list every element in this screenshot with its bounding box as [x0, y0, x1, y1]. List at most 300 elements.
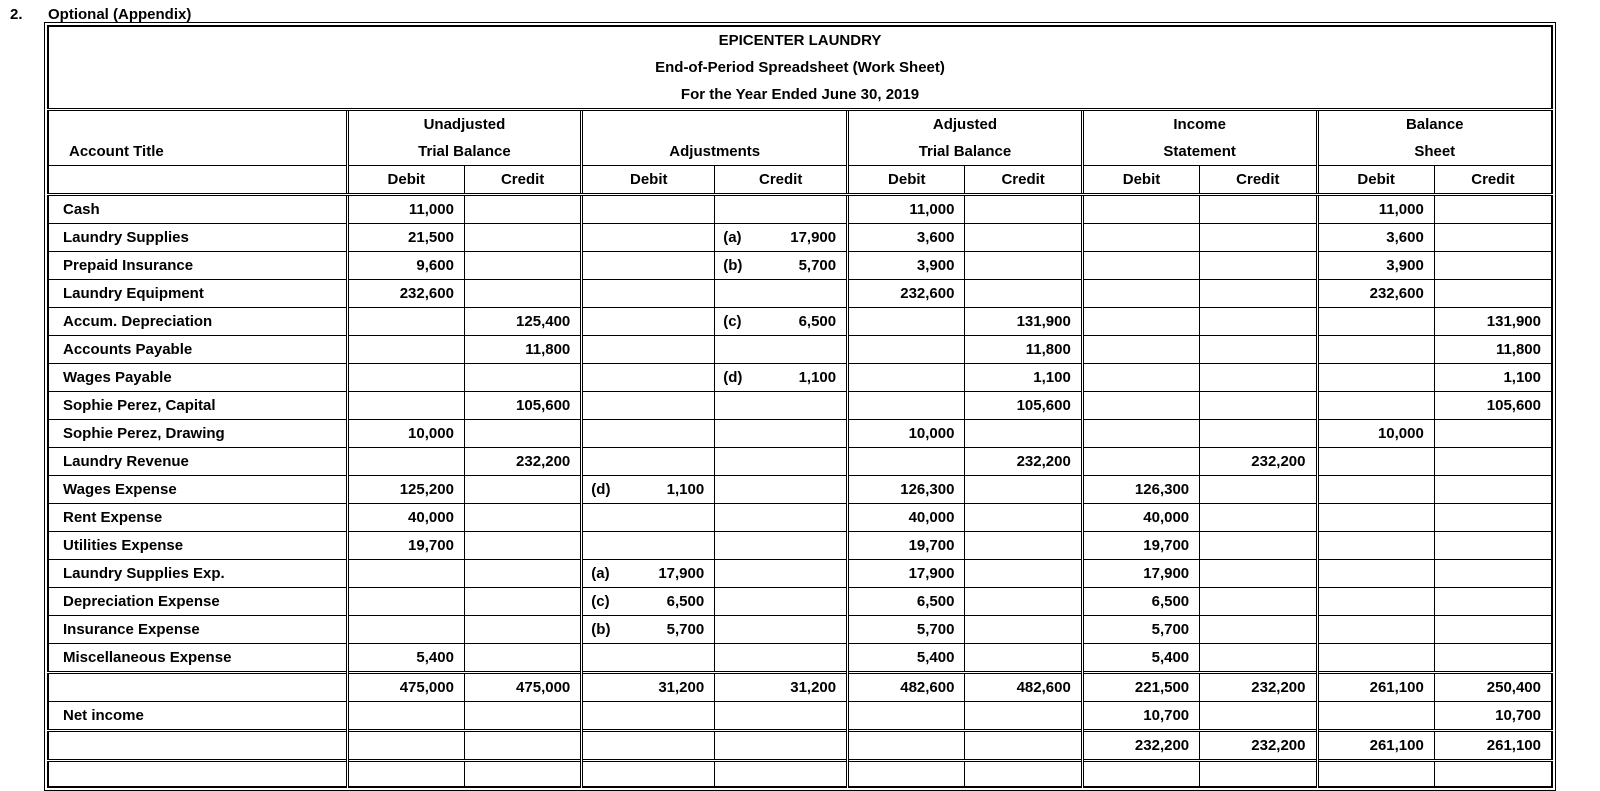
header-bs-debit: Debit	[1317, 166, 1434, 195]
row-9-adj-debit	[582, 448, 715, 476]
row-3-utb-debit: 232,600	[347, 280, 464, 308]
group-header-income-line1: Income	[1082, 110, 1317, 139]
worksheet-row	[48, 280, 1552, 308]
worksheet-row	[48, 448, 1552, 476]
row-4-adj-credit-value: 6,500	[798, 313, 837, 330]
grand-totals-utb-credit	[464, 731, 581, 761]
trailing-blank-bs-credit	[1434, 761, 1552, 787]
header-adj-credit: Credit	[715, 166, 848, 195]
row-2-is-credit	[1200, 252, 1317, 280]
worksheet-row	[48, 364, 1552, 392]
row-8-bs-credit	[1434, 420, 1552, 448]
row-10-atb-debit: 126,300	[848, 476, 965, 504]
row-6-is-debit	[1082, 364, 1199, 392]
header-utb-credit: Credit	[464, 166, 581, 195]
row-14-utb-debit	[347, 588, 464, 616]
row-4-is-credit	[1200, 308, 1317, 336]
totals-is-credit: 232,200	[1200, 673, 1317, 702]
row-3-is-debit	[1082, 280, 1199, 308]
row-4-adj-debit	[582, 308, 715, 336]
worksheet-row	[48, 560, 1552, 588]
grand-totals-adj-credit	[715, 731, 848, 761]
row-0-account-title: Cash	[48, 195, 347, 224]
group-header-adjusted-line2: Trial Balance	[848, 138, 1083, 166]
row-13-account-title: Laundry Supplies Exp.	[48, 560, 347, 588]
trailing-blank-label	[48, 761, 347, 787]
net-income-atb-debit	[848, 702, 965, 731]
row-12-adj-credit	[715, 532, 848, 560]
row-15-bs-credit	[1434, 616, 1552, 644]
row-3-utb-credit	[464, 280, 581, 308]
row-16-is-credit	[1200, 644, 1317, 673]
row-13-bs-debit	[1317, 560, 1434, 588]
row-16-atb-debit: 5,400	[848, 644, 965, 673]
net-income-utb-credit	[464, 702, 581, 731]
row-8-utb-debit: 10,000	[347, 420, 464, 448]
row-15-adj-debit-tag: (b)	[591, 621, 611, 638]
row-0-atb-credit	[965, 195, 1082, 224]
header-is-debit: Debit	[1082, 166, 1199, 195]
row-10-atb-credit	[965, 476, 1082, 504]
row-1-adj-credit	[715, 224, 848, 252]
item-number: 2.	[10, 6, 23, 23]
row-1-utb-debit: 21,500	[347, 224, 464, 252]
row-14-adj-debit-value: 6,500	[666, 593, 705, 610]
row-16-account-title: Miscellaneous Expense	[48, 644, 347, 673]
group-header-income-line2: Statement	[1082, 138, 1317, 166]
row-12-adj-debit	[582, 532, 715, 560]
row-7-atb-credit: 105,600	[965, 392, 1082, 420]
row-14-account-title: Depreciation Expense	[48, 588, 347, 616]
row-12-bs-credit	[1434, 532, 1552, 560]
row-5-account-title: Accounts Payable	[48, 336, 347, 364]
row-12-is-debit: 19,700	[1082, 532, 1199, 560]
worksheet-row	[48, 224, 1552, 252]
group-header-adjusted-line1: Adjusted	[848, 110, 1083, 139]
row-16-atb-credit	[965, 644, 1082, 673]
totals-is-debit: 221,500	[1082, 673, 1199, 702]
worksheet-title-row-company	[48, 26, 1552, 54]
row-0-utb-credit	[464, 195, 581, 224]
column-group-header-row-1	[48, 110, 1552, 139]
row-6-is-credit	[1200, 364, 1317, 392]
grand-totals-row	[48, 731, 1552, 761]
row-0-adj-credit	[715, 195, 848, 224]
row-11-utb-debit: 40,000	[347, 504, 464, 532]
row-15-atb-credit	[965, 616, 1082, 644]
worksheet-row	[48, 588, 1552, 616]
row-0-atb-debit: 11,000	[848, 195, 965, 224]
row-1-bs-debit: 3,600	[1317, 224, 1434, 252]
row-5-adj-credit	[715, 336, 848, 364]
row-6-bs-debit	[1317, 364, 1434, 392]
row-1-is-credit	[1200, 224, 1317, 252]
trailing-blank-is-debit	[1082, 761, 1199, 787]
row-4-is-debit	[1082, 308, 1199, 336]
row-14-adj-debit-tag: (c)	[591, 593, 610, 610]
row-11-bs-debit	[1317, 504, 1434, 532]
row-13-adj-debit	[582, 560, 715, 588]
row-3-bs-debit: 232,600	[1317, 280, 1434, 308]
row-16-bs-credit	[1434, 644, 1552, 673]
row-14-bs-credit	[1434, 588, 1552, 616]
debit-credit-header-row	[48, 166, 1552, 195]
grand-totals-utb-debit	[347, 731, 464, 761]
row-6-utb-debit	[347, 364, 464, 392]
row-7-utb-credit: 105,600	[464, 392, 581, 420]
row-14-is-debit: 6,500	[1082, 588, 1199, 616]
row-12-atb-debit: 19,700	[848, 532, 965, 560]
row-2-utb-debit: 9,600	[347, 252, 464, 280]
group-header-unadjusted-line2: Trial Balance	[347, 138, 582, 166]
row-8-is-debit	[1082, 420, 1199, 448]
row-4-utb-credit: 125,400	[464, 308, 581, 336]
header-atb-debit: Debit	[848, 166, 965, 195]
row-12-is-credit	[1200, 532, 1317, 560]
row-0-is-debit	[1082, 195, 1199, 224]
row-11-adj-credit	[715, 504, 848, 532]
row-13-is-debit: 17,900	[1082, 560, 1199, 588]
row-10-utb-debit: 125,200	[347, 476, 464, 504]
row-11-bs-credit	[1434, 504, 1552, 532]
row-16-adj-credit	[715, 644, 848, 673]
trailing-blank-utb-debit	[347, 761, 464, 787]
row-15-adj-debit	[582, 616, 715, 644]
row-7-bs-debit	[1317, 392, 1434, 420]
row-16-bs-debit	[1317, 644, 1434, 673]
row-5-adj-debit	[582, 336, 715, 364]
totals-row	[48, 673, 1552, 702]
row-13-adj-credit	[715, 560, 848, 588]
row-4-adj-credit-tag: (c)	[723, 313, 742, 330]
row-1-account-title: Laundry Supplies	[48, 224, 347, 252]
net-income-is-debit: 10,700	[1082, 702, 1199, 731]
row-9-utb-credit: 232,200	[464, 448, 581, 476]
row-10-is-credit	[1200, 476, 1317, 504]
row-0-bs-debit: 11,000	[1317, 195, 1434, 224]
row-6-adj-credit-tag: (d)	[723, 369, 743, 386]
row-3-bs-credit	[1434, 280, 1552, 308]
grand-totals-is-debit: 232,200	[1082, 731, 1199, 761]
totals-atb-debit: 482,600	[848, 673, 965, 702]
row-12-utb-debit: 19,700	[347, 532, 464, 560]
row-5-bs-debit	[1317, 336, 1434, 364]
row-4-bs-debit	[1317, 308, 1434, 336]
row-14-atb-credit	[965, 588, 1082, 616]
row-7-atb-debit	[848, 392, 965, 420]
row-0-adj-debit	[582, 195, 715, 224]
totals-utb-debit: 475,000	[347, 673, 464, 702]
row-15-is-debit: 5,700	[1082, 616, 1199, 644]
row-10-adj-credit	[715, 476, 848, 504]
worksheet-row	[48, 420, 1552, 448]
worksheet-body	[48, 195, 1552, 787]
row-6-atb-debit	[848, 364, 965, 392]
worksheet-row	[48, 504, 1552, 532]
grand-totals-bs-credit: 261,100	[1434, 731, 1552, 761]
row-11-atb-debit: 40,000	[848, 504, 965, 532]
row-9-adj-credit	[715, 448, 848, 476]
worksheet-frame	[44, 22, 1556, 791]
trailing-blank-adj-credit	[715, 761, 848, 787]
row-9-utb-debit	[347, 448, 464, 476]
row-5-utb-debit	[347, 336, 464, 364]
row-6-adj-credit-value: 1,100	[798, 369, 837, 386]
row-10-account-title: Wages Expense	[48, 476, 347, 504]
row-5-bs-credit: 11,800	[1434, 336, 1552, 364]
worksheet-row	[48, 392, 1552, 420]
row-6-adj-credit	[715, 364, 848, 392]
net-income-adj-credit	[715, 702, 848, 731]
row-3-is-credit	[1200, 280, 1317, 308]
row-3-atb-credit	[965, 280, 1082, 308]
page-heading	[0, 0, 1600, 22]
row-8-adj-debit	[582, 420, 715, 448]
row-11-is-credit	[1200, 504, 1317, 532]
row-10-bs-credit	[1434, 476, 1552, 504]
row-4-atb-credit: 131,900	[965, 308, 1082, 336]
row-13-bs-credit	[1434, 560, 1552, 588]
row-15-atb-debit: 5,700	[848, 616, 965, 644]
grand-totals-atb-credit	[965, 731, 1082, 761]
row-4-adj-credit	[715, 308, 848, 336]
row-2-adj-credit-value: 5,700	[798, 257, 837, 274]
worksheet-row	[48, 476, 1552, 504]
row-1-bs-credit	[1434, 224, 1552, 252]
row-7-bs-credit: 105,600	[1434, 392, 1552, 420]
worksheet-row	[48, 195, 1552, 224]
row-8-utb-credit	[464, 420, 581, 448]
row-8-account-title: Sophie Perez, Drawing	[48, 420, 347, 448]
trailing-blank-is-credit	[1200, 761, 1317, 787]
row-0-is-credit	[1200, 195, 1317, 224]
row-16-adj-debit	[582, 644, 715, 673]
totals-label	[48, 673, 347, 702]
header-atb-credit: Credit	[965, 166, 1082, 195]
row-10-adj-debit-value: 1,100	[666, 481, 705, 498]
statement-period: For the Year Ended June 30, 2019	[48, 81, 1552, 110]
row-11-account-title: Rent Expense	[48, 504, 347, 532]
header-utb-debit: Debit	[347, 166, 464, 195]
row-2-atb-debit: 3,900	[848, 252, 965, 280]
worksheet-title-row-statement	[48, 54, 1552, 81]
row-5-atb-debit	[848, 336, 965, 364]
group-header-adjustments-line1	[582, 110, 848, 139]
row-16-utb-credit	[464, 644, 581, 673]
row-9-atb-credit: 232,200	[965, 448, 1082, 476]
row-8-atb-credit	[965, 420, 1082, 448]
row-15-account-title: Insurance Expense	[48, 616, 347, 644]
group-header-adjustments-line2: Adjustments	[582, 138, 848, 166]
row-10-adj-debit	[582, 476, 715, 504]
row-6-account-title: Wages Payable	[48, 364, 347, 392]
net-income-bs-debit	[1317, 702, 1434, 731]
row-12-atb-credit	[965, 532, 1082, 560]
totals-bs-credit: 250,400	[1434, 673, 1552, 702]
row-11-adj-debit	[582, 504, 715, 532]
row-10-utb-credit	[464, 476, 581, 504]
worksheet-row	[48, 252, 1552, 280]
row-7-is-debit	[1082, 392, 1199, 420]
row-9-bs-credit	[1434, 448, 1552, 476]
row-13-utb-debit	[347, 560, 464, 588]
statement-name: End-of-Period Spreadsheet (Work Sheet)	[655, 59, 945, 76]
row-1-is-debit	[1082, 224, 1199, 252]
trailing-blank-utb-credit	[464, 761, 581, 787]
row-14-adj-debit	[582, 588, 715, 616]
row-11-atb-credit	[965, 504, 1082, 532]
row-14-bs-debit	[1317, 588, 1434, 616]
net-income-atb-credit	[965, 702, 1082, 731]
row-11-utb-credit	[464, 504, 581, 532]
row-5-is-debit	[1082, 336, 1199, 364]
row-1-utb-credit	[464, 224, 581, 252]
row-15-is-credit	[1200, 616, 1317, 644]
row-4-bs-credit: 131,900	[1434, 308, 1552, 336]
header-is-credit: Credit	[1200, 166, 1317, 195]
header-bs-credit: Credit	[1434, 166, 1552, 195]
row-7-account-title: Sophie Perez, Capital	[48, 392, 347, 420]
row-1-adj-debit	[582, 224, 715, 252]
row-5-utb-credit: 11,800	[464, 336, 581, 364]
row-9-bs-debit	[1317, 448, 1434, 476]
row-13-atb-debit: 17,900	[848, 560, 965, 588]
worksheet-row	[48, 616, 1552, 644]
net-income-row	[48, 702, 1552, 731]
row-15-utb-credit	[464, 616, 581, 644]
row-13-atb-credit	[965, 560, 1082, 588]
row-3-account-title: Laundry Equipment	[48, 280, 347, 308]
net-income-utb-debit	[347, 702, 464, 731]
worksheet-row	[48, 532, 1552, 560]
row-1-atb-debit: 3,600	[848, 224, 965, 252]
row-7-utb-debit	[347, 392, 464, 420]
row-14-utb-credit	[464, 588, 581, 616]
row-13-is-credit	[1200, 560, 1317, 588]
row-6-bs-credit: 1,100	[1434, 364, 1552, 392]
row-1-adj-credit-value: 17,900	[790, 229, 837, 246]
row-10-adj-debit-tag: (d)	[591, 481, 611, 498]
row-6-atb-credit: 1,100	[965, 364, 1082, 392]
row-15-adj-credit	[715, 616, 848, 644]
totals-atb-credit: 482,600	[965, 673, 1082, 702]
row-2-bs-debit: 3,900	[1317, 252, 1434, 280]
row-16-is-debit: 5,400	[1082, 644, 1199, 673]
worksheet-title-row-period	[48, 81, 1552, 110]
row-7-adj-credit	[715, 392, 848, 420]
row-15-bs-debit	[1317, 616, 1434, 644]
trailing-blank-bs-debit	[1317, 761, 1434, 787]
row-12-account-title: Utilities Expense	[48, 532, 347, 560]
net-income-adj-debit	[582, 702, 715, 731]
grand-totals-atb-debit	[848, 731, 965, 761]
row-2-atb-credit	[965, 252, 1082, 280]
row-3-adj-credit	[715, 280, 848, 308]
net-income-is-credit	[1200, 702, 1317, 731]
grand-totals-adj-debit	[582, 731, 715, 761]
group-header-unadjusted-line1: Unadjusted	[347, 110, 582, 139]
totals-adj-debit: 31,200	[582, 673, 715, 702]
row-9-is-debit	[1082, 448, 1199, 476]
row-6-utb-credit	[464, 364, 581, 392]
row-8-bs-debit: 10,000	[1317, 420, 1434, 448]
trailing-blank-row	[48, 761, 1552, 787]
totals-adj-credit: 31,200	[715, 673, 848, 702]
trailing-blank-adj-debit	[582, 761, 715, 787]
row-12-utb-credit	[464, 532, 581, 560]
grand-totals-is-credit: 232,200	[1200, 731, 1317, 761]
totals-utb-credit: 475,000	[464, 673, 581, 702]
worksheet-row	[48, 336, 1552, 364]
row-2-is-debit	[1082, 252, 1199, 280]
row-9-atb-debit	[848, 448, 965, 476]
net-income-label: Net income	[48, 702, 347, 731]
row-6-adj-debit	[582, 364, 715, 392]
account-title-header: Account Title	[48, 110, 347, 166]
net-income-bs-credit: 10,700	[1434, 702, 1552, 731]
row-3-adj-debit	[582, 280, 715, 308]
header-adj-debit: Debit	[582, 166, 715, 195]
row-7-is-credit	[1200, 392, 1317, 420]
row-14-adj-credit	[715, 588, 848, 616]
row-9-account-title: Laundry Revenue	[48, 448, 347, 476]
end-of-period-spreadsheet	[47, 25, 1553, 788]
row-4-utb-debit	[347, 308, 464, 336]
company-name: EPICENTER LAUNDRY	[718, 32, 882, 49]
row-8-is-credit	[1200, 420, 1317, 448]
row-8-adj-credit	[715, 420, 848, 448]
row-7-adj-debit	[582, 392, 715, 420]
row-15-adj-debit-value: 5,700	[666, 621, 705, 638]
row-10-bs-debit	[1317, 476, 1434, 504]
row-13-utb-credit	[464, 560, 581, 588]
row-12-bs-debit	[1317, 532, 1434, 560]
row-9-is-credit: 232,200	[1200, 448, 1317, 476]
row-0-utb-debit: 11,000	[347, 195, 464, 224]
row-8-atb-debit: 10,000	[848, 420, 965, 448]
row-10-is-debit: 126,300	[1082, 476, 1199, 504]
worksheet-row	[48, 308, 1552, 336]
row-2-adj-debit	[582, 252, 715, 280]
row-3-atb-debit: 232,600	[848, 280, 965, 308]
grand-totals-bs-debit: 261,100	[1317, 731, 1434, 761]
row-11-is-debit: 40,000	[1082, 504, 1199, 532]
row-1-adj-credit-tag: (a)	[723, 229, 742, 246]
row-5-is-credit	[1200, 336, 1317, 364]
row-2-account-title: Prepaid Insurance	[48, 252, 347, 280]
row-2-bs-credit	[1434, 252, 1552, 280]
row-13-adj-debit-tag: (a)	[591, 565, 610, 582]
grand-totals-label	[48, 731, 347, 761]
row-4-atb-debit	[848, 308, 965, 336]
trailing-blank-atb-debit	[848, 761, 965, 787]
row-13-adj-debit-value: 17,900	[658, 565, 705, 582]
row-14-atb-debit: 6,500	[848, 588, 965, 616]
row-2-utb-credit	[464, 252, 581, 280]
worksheet-row	[48, 644, 1552, 673]
row-16-utb-debit: 5,400	[347, 644, 464, 673]
trailing-blank-atb-credit	[965, 761, 1082, 787]
row-14-is-credit	[1200, 588, 1317, 616]
row-2-adj-credit-tag: (b)	[723, 257, 743, 274]
item-label: Optional (Appendix)	[48, 6, 192, 23]
row-1-atb-credit	[965, 224, 1082, 252]
totals-bs-debit: 261,100	[1317, 673, 1434, 702]
row-15-utb-debit	[347, 616, 464, 644]
group-header-balance-line2: Sheet	[1317, 138, 1552, 166]
group-header-balance-line1: Balance	[1317, 110, 1552, 139]
row-2-adj-credit	[715, 252, 848, 280]
